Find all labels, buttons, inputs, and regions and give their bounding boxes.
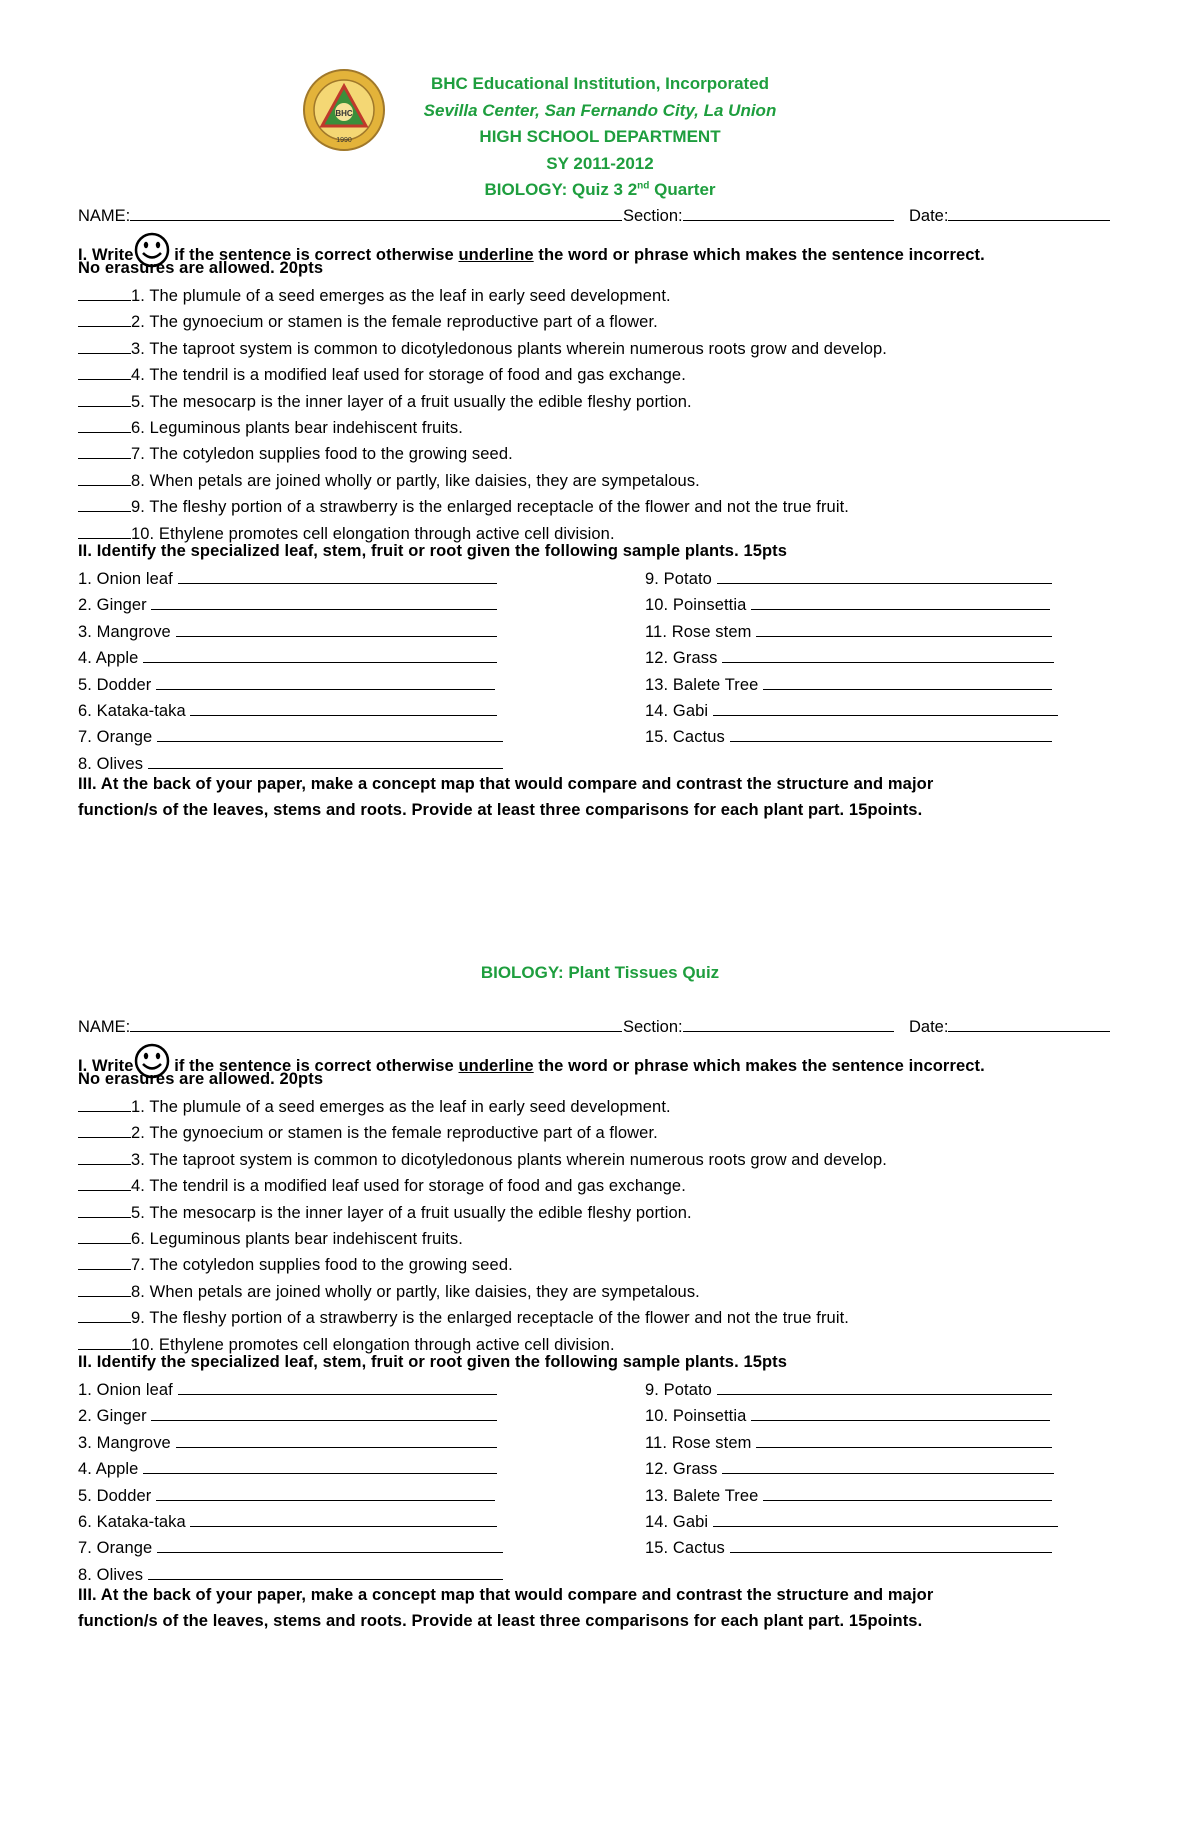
plant-label: 4. Apple — [78, 1460, 139, 1479]
name-field[interactable]: NAME: — [78, 205, 622, 226]
identify-item — [645, 1459, 1054, 1479]
plant-label: 8. Olives — [78, 754, 144, 773]
answer-line[interactable] — [151, 595, 497, 610]
truefalse-item-text: 4. The tendril is a modified leaf used for storage of food and gas exchange. — [131, 366, 686, 385]
plant-label: 14. Gabi — [645, 1513, 709, 1531]
truefalse-item — [78, 524, 615, 544]
part3-instructions-line2: function/s of the leaves, stems and roots. Provide at least three comparisons for each plant part. 15points. — [78, 1612, 923, 1630]
plant-label: 9. Potato — [645, 570, 712, 588]
part2-instructions: II. Identify the specialized leaf, stem, fruit or root given the following sample plants. 15pts — [78, 542, 788, 560]
truefalse-item — [78, 392, 692, 412]
plant-label: 11. Rose stem — [645, 622, 752, 641]
identify-item — [78, 622, 497, 642]
plant-label: 10. Poinsettia — [645, 596, 747, 615]
answer-line[interactable] — [190, 1512, 497, 1527]
truefalse-item — [78, 1203, 692, 1223]
answer-blank[interactable] — [78, 286, 131, 301]
identify-item — [78, 1538, 503, 1558]
truefalse-item-text: 4. The tendril is a modified leaf used for storage of food and gas exchange. — [131, 1177, 686, 1196]
truefalse-item — [78, 497, 849, 517]
truefalse-item-text: 2. The gynoecium or stamen is the female reproductive part of a flower. — [131, 1124, 658, 1143]
truefalse-item-text: 7. The cotyledon supplies food to the growing seed. — [131, 1256, 513, 1275]
truefalse-item-text: 1. The plumule of a seed emerges as the leaf in early seed development. — [131, 1098, 671, 1116]
identify-item — [645, 727, 1052, 747]
plant-label: 6. Kataka-taka — [78, 1513, 186, 1531]
truefalse-item — [78, 444, 513, 464]
identify-item — [645, 1538, 1052, 1558]
part1-instructions: I. Write if the sentence is correct otherwise underline the word or phrase which makes the sentence incorrect. — [78, 1043, 985, 1079]
truefalse-item-text: 10. Ethylene promotes cell elongation through active cell division. — [131, 1335, 615, 1354]
answer-blank[interactable] — [78, 1308, 131, 1323]
truefalse-item-text: 3. The taproot system is common to dicotyledonous plants wherein numerous roots grow and develop. — [131, 1150, 887, 1169]
part3-instructions-line2: function/s of the leaves, stems and roots. Provide at least three comparisons for each plant part. 15points. — [78, 801, 923, 819]
answer-line[interactable] — [730, 727, 1052, 742]
plant-label: 12. Grass — [645, 1460, 718, 1479]
truefalse-item — [78, 365, 686, 385]
plant-label: 2. Ginger — [78, 1407, 147, 1426]
answer-line[interactable] — [722, 1459, 1054, 1474]
identify-item — [78, 648, 497, 668]
answer-line[interactable] — [176, 1433, 497, 1448]
answer-blank[interactable] — [78, 1335, 131, 1350]
school-address: Sevilla Center, San Fernando City, La Union — [423, 101, 777, 120]
identify-item — [78, 595, 497, 615]
answer-line[interactable] — [178, 569, 497, 584]
department: HIGH SCHOOL DEPARTMENT — [479, 127, 721, 146]
identify-item — [78, 727, 503, 747]
identify-item — [645, 569, 1052, 589]
svg-text:BHC: BHC — [335, 109, 353, 118]
identify-item — [78, 1406, 497, 1426]
answer-blank[interactable] — [78, 1123, 131, 1138]
quiz2-title: BIOLOGY: Plant Tissues Quiz — [480, 963, 720, 982]
name-field[interactable]: NAME: — [78, 1016, 622, 1037]
answer-line[interactable] — [717, 569, 1052, 584]
answer-line[interactable] — [157, 1538, 503, 1553]
identify-item — [645, 701, 1058, 721]
identify-item — [78, 1380, 497, 1400]
answer-line[interactable] — [730, 1538, 1052, 1553]
part2-instructions: II. Identify the specialized leaf, stem, fruit or root given the following sample plants. 15pts — [78, 1353, 788, 1371]
answer-line[interactable] — [176, 622, 497, 637]
truefalse-item — [78, 1308, 849, 1328]
answer-blank[interactable] — [78, 339, 131, 354]
truefalse-item-text: 6. Leguminous plants bear indehiscent fruits. — [131, 1230, 463, 1248]
answer-blank[interactable] — [78, 1282, 131, 1297]
truefalse-item — [78, 1229, 463, 1249]
plant-label: 6. Kataka-taka — [78, 702, 186, 720]
answer-line[interactable] — [717, 1380, 1052, 1395]
answer-line[interactable] — [751, 595, 1050, 610]
answer-blank[interactable] — [78, 497, 131, 512]
plant-label: 13. Balete Tree — [645, 675, 759, 694]
plant-label: 15. Cactus — [645, 728, 725, 747]
identify-item — [645, 595, 1050, 615]
part3-instructions-line1: III. At the back of your paper, make a concept map that would compare and contrast the structure and major — [78, 1586, 934, 1604]
answer-blank[interactable] — [78, 1097, 131, 1112]
answer-line[interactable] — [157, 727, 503, 742]
truefalse-item — [78, 339, 887, 359]
identify-item — [78, 1565, 503, 1585]
plant-label: 11. Rose stem — [645, 1433, 752, 1452]
truefalse-item-text: 1. The plumule of a seed emerges as the leaf in early seed development. — [131, 287, 671, 305]
answer-line[interactable] — [763, 675, 1052, 690]
truefalse-item — [78, 1282, 700, 1302]
section-field[interactable]: Section: — [623, 205, 894, 226]
plant-label: 15. Cactus — [645, 1539, 725, 1558]
truefalse-item-text: 10. Ethylene promotes cell elongation through active cell division. — [131, 524, 615, 543]
identify-item — [78, 701, 497, 721]
date-field[interactable]: Date: — [909, 205, 1110, 226]
school-year: SY 2011-2012 — [546, 154, 654, 173]
answer-line[interactable] — [156, 675, 495, 690]
identify-item — [78, 754, 503, 774]
truefalse-item-text: 9. The fleshy portion of a strawberry is the enlarged receptacle of the flower and not the true fruit. — [131, 498, 849, 517]
truefalse-item-text: 7. The cotyledon supplies food to the growing seed. — [131, 445, 513, 464]
plant-label: 3. Mangrove — [78, 622, 171, 641]
answer-blank[interactable] — [78, 1229, 131, 1244]
truefalse-item — [78, 286, 671, 306]
answer-line[interactable] — [722, 648, 1054, 663]
section-field[interactable]: Section: — [623, 1016, 894, 1037]
answer-line[interactable] — [190, 701, 497, 716]
truefalse-item-text: 8. When petals are joined wholly or partly, like daisies, they are sympetalous. — [131, 1282, 700, 1301]
truefalse-item — [78, 1176, 686, 1196]
part1-instructions: I. Write if the sentence is correct otherwise underline the word or phrase which makes the sentence incorrect. — [78, 232, 985, 268]
plant-label: 4. Apple — [78, 649, 139, 668]
truefalse-item — [78, 1150, 887, 1170]
quiz1-title: BIOLOGY: Quiz 3 2nd Quarter — [484, 180, 716, 199]
identify-item — [645, 1406, 1050, 1426]
plant-label: 13. Balete Tree — [645, 1486, 759, 1505]
truefalse-item-text: 5. The mesocarp is the inner layer of a fruit usually the edible fleshy portion. — [131, 392, 692, 411]
plant-label: 3. Mangrove — [78, 1433, 171, 1452]
identify-item — [78, 569, 497, 589]
plant-label: 10. Poinsettia — [645, 1407, 747, 1426]
truefalse-item-text: 2. The gynoecium or stamen is the female reproductive part of a flower. — [131, 313, 658, 332]
answer-line[interactable] — [751, 1406, 1050, 1421]
truefalse-item-text: 9. The fleshy portion of a strawberry is the enlarged receptacle of the flower and not the true fruit. — [131, 1309, 849, 1328]
identify-item — [645, 1512, 1058, 1532]
answer-line[interactable] — [143, 648, 497, 663]
plant-label: 12. Grass — [645, 649, 718, 668]
answer-blank[interactable] — [78, 1150, 131, 1165]
truefalse-item — [78, 471, 700, 491]
answer-line[interactable] — [148, 754, 503, 769]
answer-line[interactable] — [156, 1486, 495, 1501]
truefalse-item — [78, 1097, 671, 1117]
truefalse-item — [78, 312, 658, 332]
part3-instructions-line1: III. At the back of your paper, make a concept map that would compare and contrast the structure and major — [78, 775, 934, 793]
plant-label: 8. Olives — [78, 1565, 144, 1584]
answer-line[interactable] — [756, 1433, 1052, 1448]
identify-item — [78, 1459, 497, 1479]
answer-line[interactable] — [763, 1486, 1052, 1501]
identify-item — [645, 648, 1054, 668]
identify-item — [78, 675, 495, 695]
answer-line[interactable] — [756, 622, 1052, 637]
plant-label: 1. Onion leaf — [78, 1381, 173, 1399]
identify-item — [645, 675, 1052, 695]
plant-label: 14. Gabi — [645, 702, 709, 720]
answer-blank[interactable] — [78, 312, 131, 327]
svg-text:1990: 1990 — [336, 137, 352, 144]
identify-item — [78, 1433, 497, 1453]
answer-blank[interactable] — [78, 471, 131, 486]
identify-item — [645, 1380, 1052, 1400]
plant-label: 7. Orange — [78, 1539, 153, 1558]
truefalse-item — [78, 1255, 513, 1275]
plant-label: 9. Potato — [645, 1381, 712, 1399]
truefalse-item-text: 8. When petals are joined wholly or partly, like daisies, they are sympetalous. — [131, 471, 700, 490]
identify-item — [645, 1433, 1052, 1453]
answer-blank[interactable] — [78, 392, 131, 407]
date-field[interactable]: Date: — [909, 1016, 1110, 1037]
plant-label: 2. Ginger — [78, 596, 147, 615]
answer-line[interactable] — [143, 1459, 497, 1474]
plant-label: 5. Dodder — [78, 1486, 152, 1505]
answer-line[interactable] — [713, 701, 1058, 716]
truefalse-item — [78, 1123, 658, 1143]
identify-item — [645, 622, 1052, 642]
identify-item — [78, 1512, 497, 1532]
answer-blank[interactable] — [78, 1203, 131, 1218]
plant-label: 7. Orange — [78, 728, 153, 747]
answer-line[interactable] — [148, 1565, 503, 1580]
plant-label: 1. Onion leaf — [78, 570, 173, 588]
part1-instructions-line2: No erasures are allowed. 20pts — [78, 1070, 324, 1088]
answer-blank[interactable] — [78, 418, 131, 433]
answer-line[interactable] — [151, 1406, 497, 1421]
plant-label: 5. Dodder — [78, 675, 152, 694]
answer-line[interactable] — [178, 1380, 497, 1395]
truefalse-item — [78, 1335, 615, 1355]
part1-instructions-line2: No erasures are allowed. 20pts — [78, 259, 324, 277]
identify-item — [78, 1486, 495, 1506]
answer-blank[interactable] — [78, 524, 131, 539]
truefalse-item-text: 5. The mesocarp is the inner layer of a fruit usually the edible fleshy portion. — [131, 1203, 692, 1222]
truefalse-item-text: 3. The taproot system is common to dicotyledonous plants wherein numerous roots grow and develop. — [131, 339, 887, 358]
answer-blank[interactable] — [78, 1176, 131, 1191]
answer-line[interactable] — [713, 1512, 1058, 1527]
answer-blank[interactable] — [78, 444, 131, 459]
answer-blank[interactable] — [78, 1255, 131, 1270]
school-name: BHC Educational Institution, Incorporated — [430, 74, 770, 93]
answer-blank[interactable] — [78, 365, 131, 380]
truefalse-item — [78, 418, 463, 438]
identify-item — [645, 1486, 1052, 1506]
truefalse-item-text: 6. Leguminous plants bear indehiscent fruits. — [131, 419, 463, 437]
